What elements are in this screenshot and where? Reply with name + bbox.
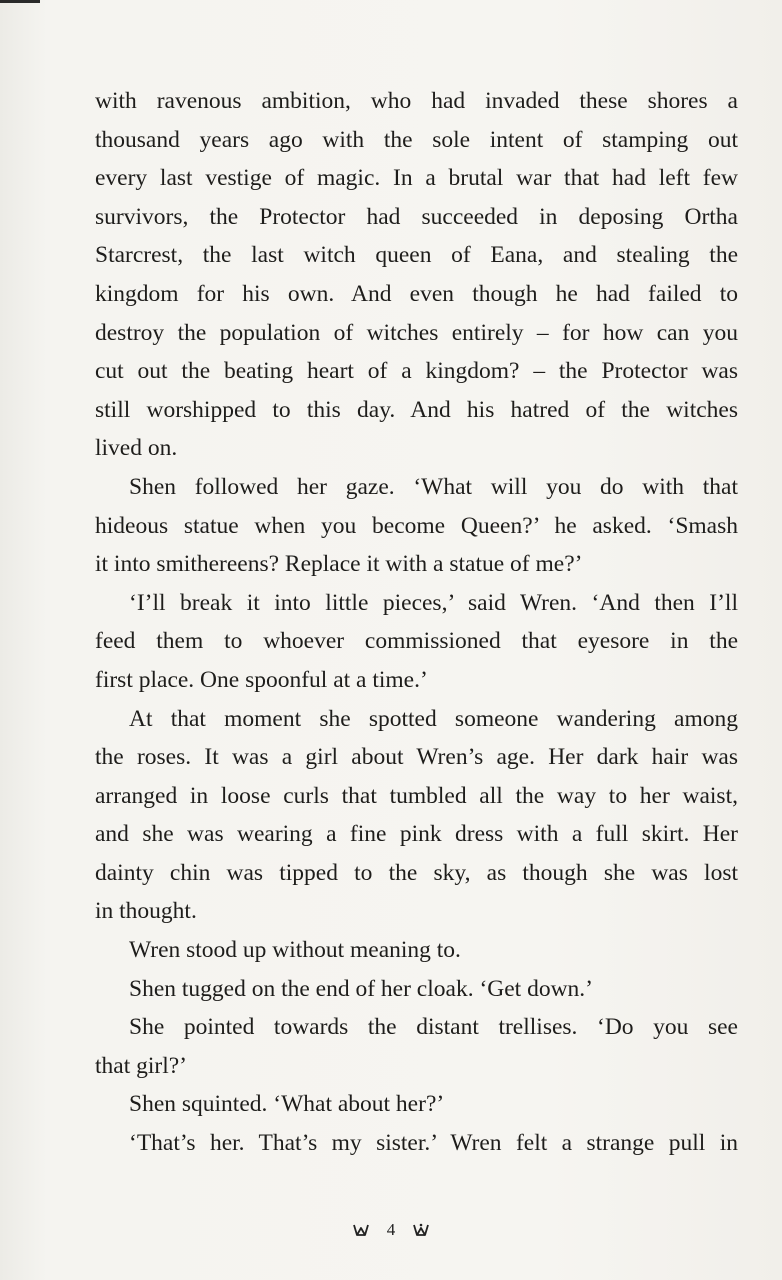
page-number: 4 — [386, 1220, 396, 1239]
text-line: in thought. — [95, 898, 197, 925]
text-line: the roses. It was a girl about Wren’s age. Her dark hair was — [95, 744, 738, 771]
text-line: with ravenous ambition, who had invaded these shores a — [95, 88, 738, 114]
text-line: hideous statue when you become Queen?’ he asked. ‘Smash — [95, 512, 738, 539]
text-line: Shen tugged on the end of her cloak. ‘Get down.’ — [129, 975, 593, 1002]
text-line: and she was wearing a fine pink dress with a full skirt. Her — [95, 821, 738, 848]
text-line: Shen followed her gaze. ‘What will you do with that — [129, 473, 738, 500]
text-line: it into smithereens? Replace it with a statue of me?’ — [95, 551, 583, 578]
page-corner-mark — [0, 0, 40, 3]
text-line: At that moment she spotted someone wandering among — [129, 705, 738, 732]
crown-right-ornament-icon — [413, 1223, 429, 1237]
text-line: ‘I’ll break it into little pieces,’ said Wren. ‘And then I’ll — [129, 589, 738, 616]
text-line: feed them to whoever commissioned that eyesore in the — [95, 628, 738, 655]
text-line: arranged in loose curls that tumbled all the way to her waist, — [95, 782, 738, 809]
text-line: Starcrest, the last witch queen of Eana, and stealing the — [95, 242, 738, 269]
text-line: kingdom for his own. And even though he had failed to — [95, 280, 738, 307]
text-line: Shen squinted. ‘What about her?’ — [129, 1091, 445, 1118]
text-line: Wren stood up without meaning to. — [129, 937, 461, 964]
text-line: destroy the population of witches entirely – for how can you — [95, 319, 738, 346]
text-line: dainty chin was tipped to the sky, as though she was lost — [95, 859, 738, 886]
page-footer — [0, 1220, 782, 1240]
text-line: survivors, the Protector had succeeded in deposing Ortha — [95, 203, 738, 230]
text-line: still worshipped to this day. And his hatred of the witches — [95, 396, 738, 423]
text-line: lived on. — [95, 435, 178, 462]
text-line: thousand years ago with the sole intent of stamping out — [95, 126, 738, 153]
body-text — [95, 82, 738, 1163]
text-line: ‘That’s her. That’s my sister.’ Wren felt a strange pull in — [129, 1130, 738, 1157]
text-line: that girl?’ — [95, 1052, 188, 1079]
text-line: She pointed towards the distant trellises. ‘Do you see — [129, 1014, 738, 1041]
text-line: every last vestige of magic. In a brutal war that had left few — [95, 165, 738, 192]
text-line: first place. One spoonful at a time.’ — [95, 666, 428, 693]
text-line: cut out the beating heart of a kingdom? – the Protector was — [95, 358, 738, 385]
crown-left-ornament-icon — [353, 1223, 369, 1237]
